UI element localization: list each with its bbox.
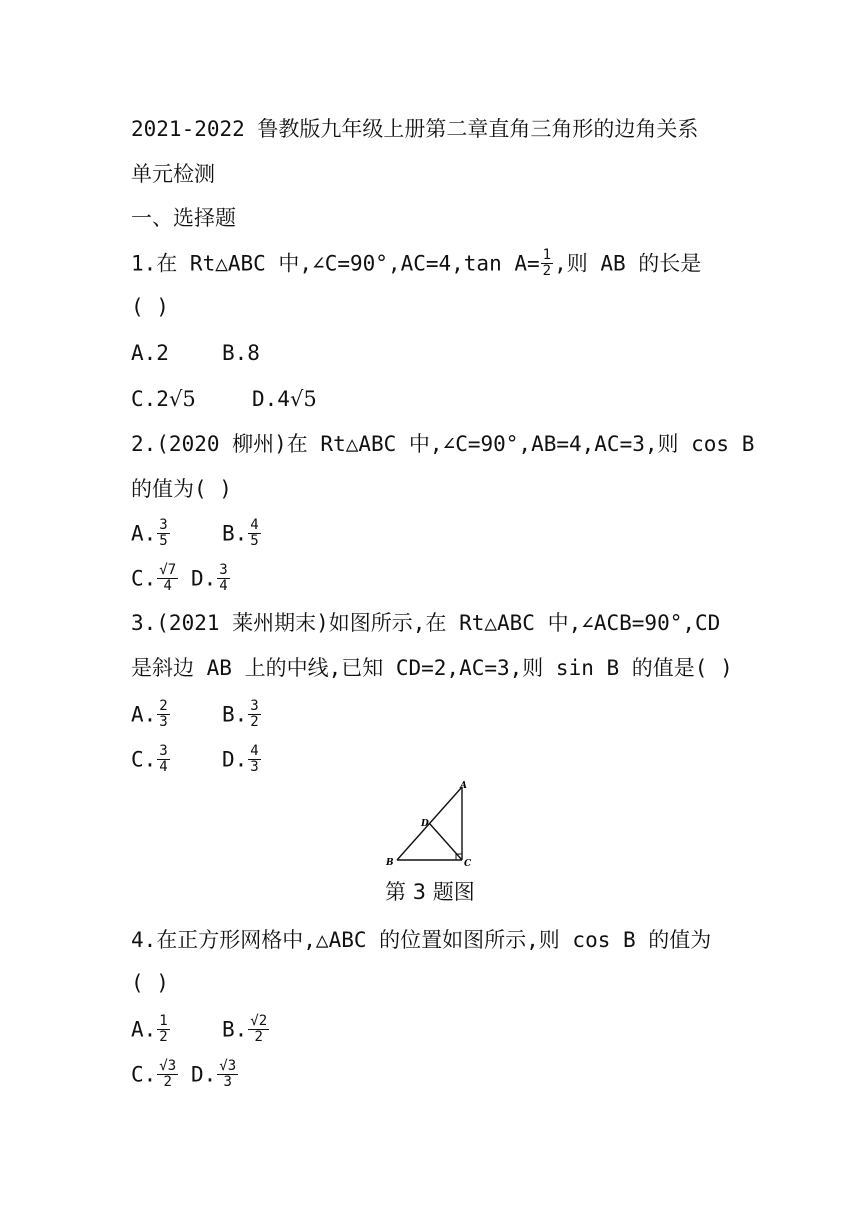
q1-option-d[interactable] xyxy=(252,386,317,412)
q1-option-d-radical: √5 xyxy=(289,387,317,411)
q2-option-d-label: D. xyxy=(191,566,217,591)
q3-options-row1 xyxy=(131,700,262,731)
q4-option-d-frac xyxy=(217,1059,238,1090)
q3-option-a[interactable] xyxy=(131,700,222,731)
q2-option-d[interactable] xyxy=(191,564,231,595)
q2-option-a-frac xyxy=(157,518,169,549)
q4-option-c-frac xyxy=(157,1059,178,1090)
q2-stem-line2: 的值为( ) xyxy=(131,477,232,501)
q3-figure-caption: 第 3 题图 xyxy=(385,880,475,904)
q1-text-pre: 1.在 Rt△ABC 中,∠C=90°,AC=4,tan A= xyxy=(131,251,540,276)
q4-stem: 4.在正方形网格中,△ABC 的位置如图所示,则 cos B 的值为 xyxy=(131,928,712,952)
q2-option-a-label: A. xyxy=(131,521,157,546)
q4-options-row2 xyxy=(131,1060,239,1091)
q1-option-b[interactable]: B.8 xyxy=(222,341,260,365)
q4-b-den: 2 xyxy=(254,1029,263,1045)
q3-option-c[interactable] xyxy=(131,745,222,776)
q2-option-b[interactable] xyxy=(222,519,262,550)
doc-title-line1: 2021-2022 鲁教版九年级上册第二章直角三角形的边角关系 xyxy=(131,117,699,141)
q3-option-c-frac xyxy=(157,744,169,775)
q1-option-c-radical: √5 xyxy=(168,387,196,411)
q3-stem-line1: 3.(2021 莱州期末)如图所示,在 Rt△ABC 中,∠ACB=90°,CD xyxy=(131,611,721,635)
q3-triangle-figure xyxy=(380,778,480,874)
q2-options-row1 xyxy=(131,519,262,550)
q2-options-row2 xyxy=(131,564,231,595)
q4-c-num: √3 xyxy=(159,1058,177,1074)
q4-a-num: 1 xyxy=(159,1013,168,1029)
q4-option-b-label: B. xyxy=(222,1017,248,1042)
q4-c-den: 2 xyxy=(163,1074,172,1090)
q1-option-c-label: C.2 xyxy=(131,387,169,411)
q4-option-a[interactable] xyxy=(131,1015,222,1046)
q3-a-den: 3 xyxy=(159,714,168,730)
q3-stem-line2: 是斜边 AB 上的中线,已知 CD=2,AC=3,则 sin B 的值是( ) xyxy=(131,656,733,680)
q3-d-num: 4 xyxy=(250,743,259,759)
segment-cd xyxy=(430,824,462,860)
q4-options-row1 xyxy=(131,1015,270,1046)
q3-a-num: 2 xyxy=(159,698,168,714)
q2-stem-line1: 2.(2020 柳州)在 Rt△ABC 中,∠C=90°,AB=4,AC=3,则 cos B xyxy=(131,432,755,456)
q3-c-num: 3 xyxy=(159,743,168,759)
q2-d-den: 4 xyxy=(219,578,228,594)
q3-option-b[interactable] xyxy=(222,700,262,731)
q4-option-d-label: D. xyxy=(191,1062,217,1087)
q4-option-a-label: A. xyxy=(131,1017,157,1042)
q3-option-d-label: D. xyxy=(222,747,248,772)
q1-frac-den: 2 xyxy=(542,263,552,279)
q4-option-d[interactable] xyxy=(191,1060,239,1091)
q4-answer-paren: ( ) xyxy=(131,971,169,995)
label-d: D xyxy=(421,819,429,829)
q1-options-row2 xyxy=(131,386,317,412)
q3-b-den: 2 xyxy=(250,714,259,730)
q2-option-c-frac xyxy=(157,563,178,594)
q2-d-num: 3 xyxy=(219,562,228,578)
label-c: C xyxy=(464,859,472,869)
q1-option-a[interactable]: A.2 xyxy=(131,341,169,365)
label-a: A xyxy=(460,781,467,791)
q2-option-d-frac xyxy=(217,563,229,594)
q2-a-den: 5 xyxy=(159,533,168,549)
q3-option-b-frac xyxy=(248,699,260,730)
q2-option-a[interactable] xyxy=(131,519,222,550)
q3-c-den: 4 xyxy=(159,759,168,775)
q3-d-den: 3 xyxy=(250,759,259,775)
q2-b-num: 4 xyxy=(250,517,259,533)
q1-text-post: ,则 AB 的长是 xyxy=(554,251,702,276)
q2-option-b-frac xyxy=(248,518,260,549)
section-heading: 一、选择题 xyxy=(131,206,236,230)
q1-frac-num: 1 xyxy=(542,247,552,263)
q2-option-c-label: C. xyxy=(131,566,157,591)
q2-option-c[interactable] xyxy=(131,564,191,595)
q3-option-c-label: C. xyxy=(131,747,157,772)
q1-answer-paren: ( ) xyxy=(131,295,169,319)
q1-option-d-label: D.4 xyxy=(252,387,290,411)
q1-stem xyxy=(131,249,701,280)
q4-d-den: 3 xyxy=(223,1074,232,1090)
q3-option-d-frac xyxy=(248,744,260,775)
q4-option-c-label: C. xyxy=(131,1062,157,1087)
q2-c-num: √7 xyxy=(159,562,177,578)
q4-option-b-frac xyxy=(248,1014,269,1045)
q2-b-den: 5 xyxy=(250,533,259,549)
q4-d-num: √3 xyxy=(219,1058,237,1074)
q4-option-c[interactable] xyxy=(131,1060,191,1091)
q1-fraction xyxy=(541,248,553,279)
q4-b-num: √2 xyxy=(250,1013,268,1029)
q2-a-num: 3 xyxy=(159,517,168,533)
q4-option-a-frac xyxy=(157,1014,169,1045)
doc-title-line2: 单元检测 xyxy=(131,162,215,186)
q2-c-den: 4 xyxy=(163,578,172,594)
q3-option-d[interactable] xyxy=(222,745,262,776)
q1-options-row1 xyxy=(131,340,260,366)
q3-option-b-label: B. xyxy=(222,702,248,727)
q2-option-b-label: B. xyxy=(222,521,248,546)
q4-a-den: 2 xyxy=(159,1029,168,1045)
q1-option-c[interactable] xyxy=(131,386,252,412)
q4-option-b[interactable] xyxy=(222,1015,270,1046)
q3-b-num: 3 xyxy=(250,698,259,714)
q3-option-a-label: A. xyxy=(131,702,157,727)
label-b: B xyxy=(386,858,394,868)
q3-option-a-frac xyxy=(157,699,169,730)
q3-options-row2 xyxy=(131,745,262,776)
